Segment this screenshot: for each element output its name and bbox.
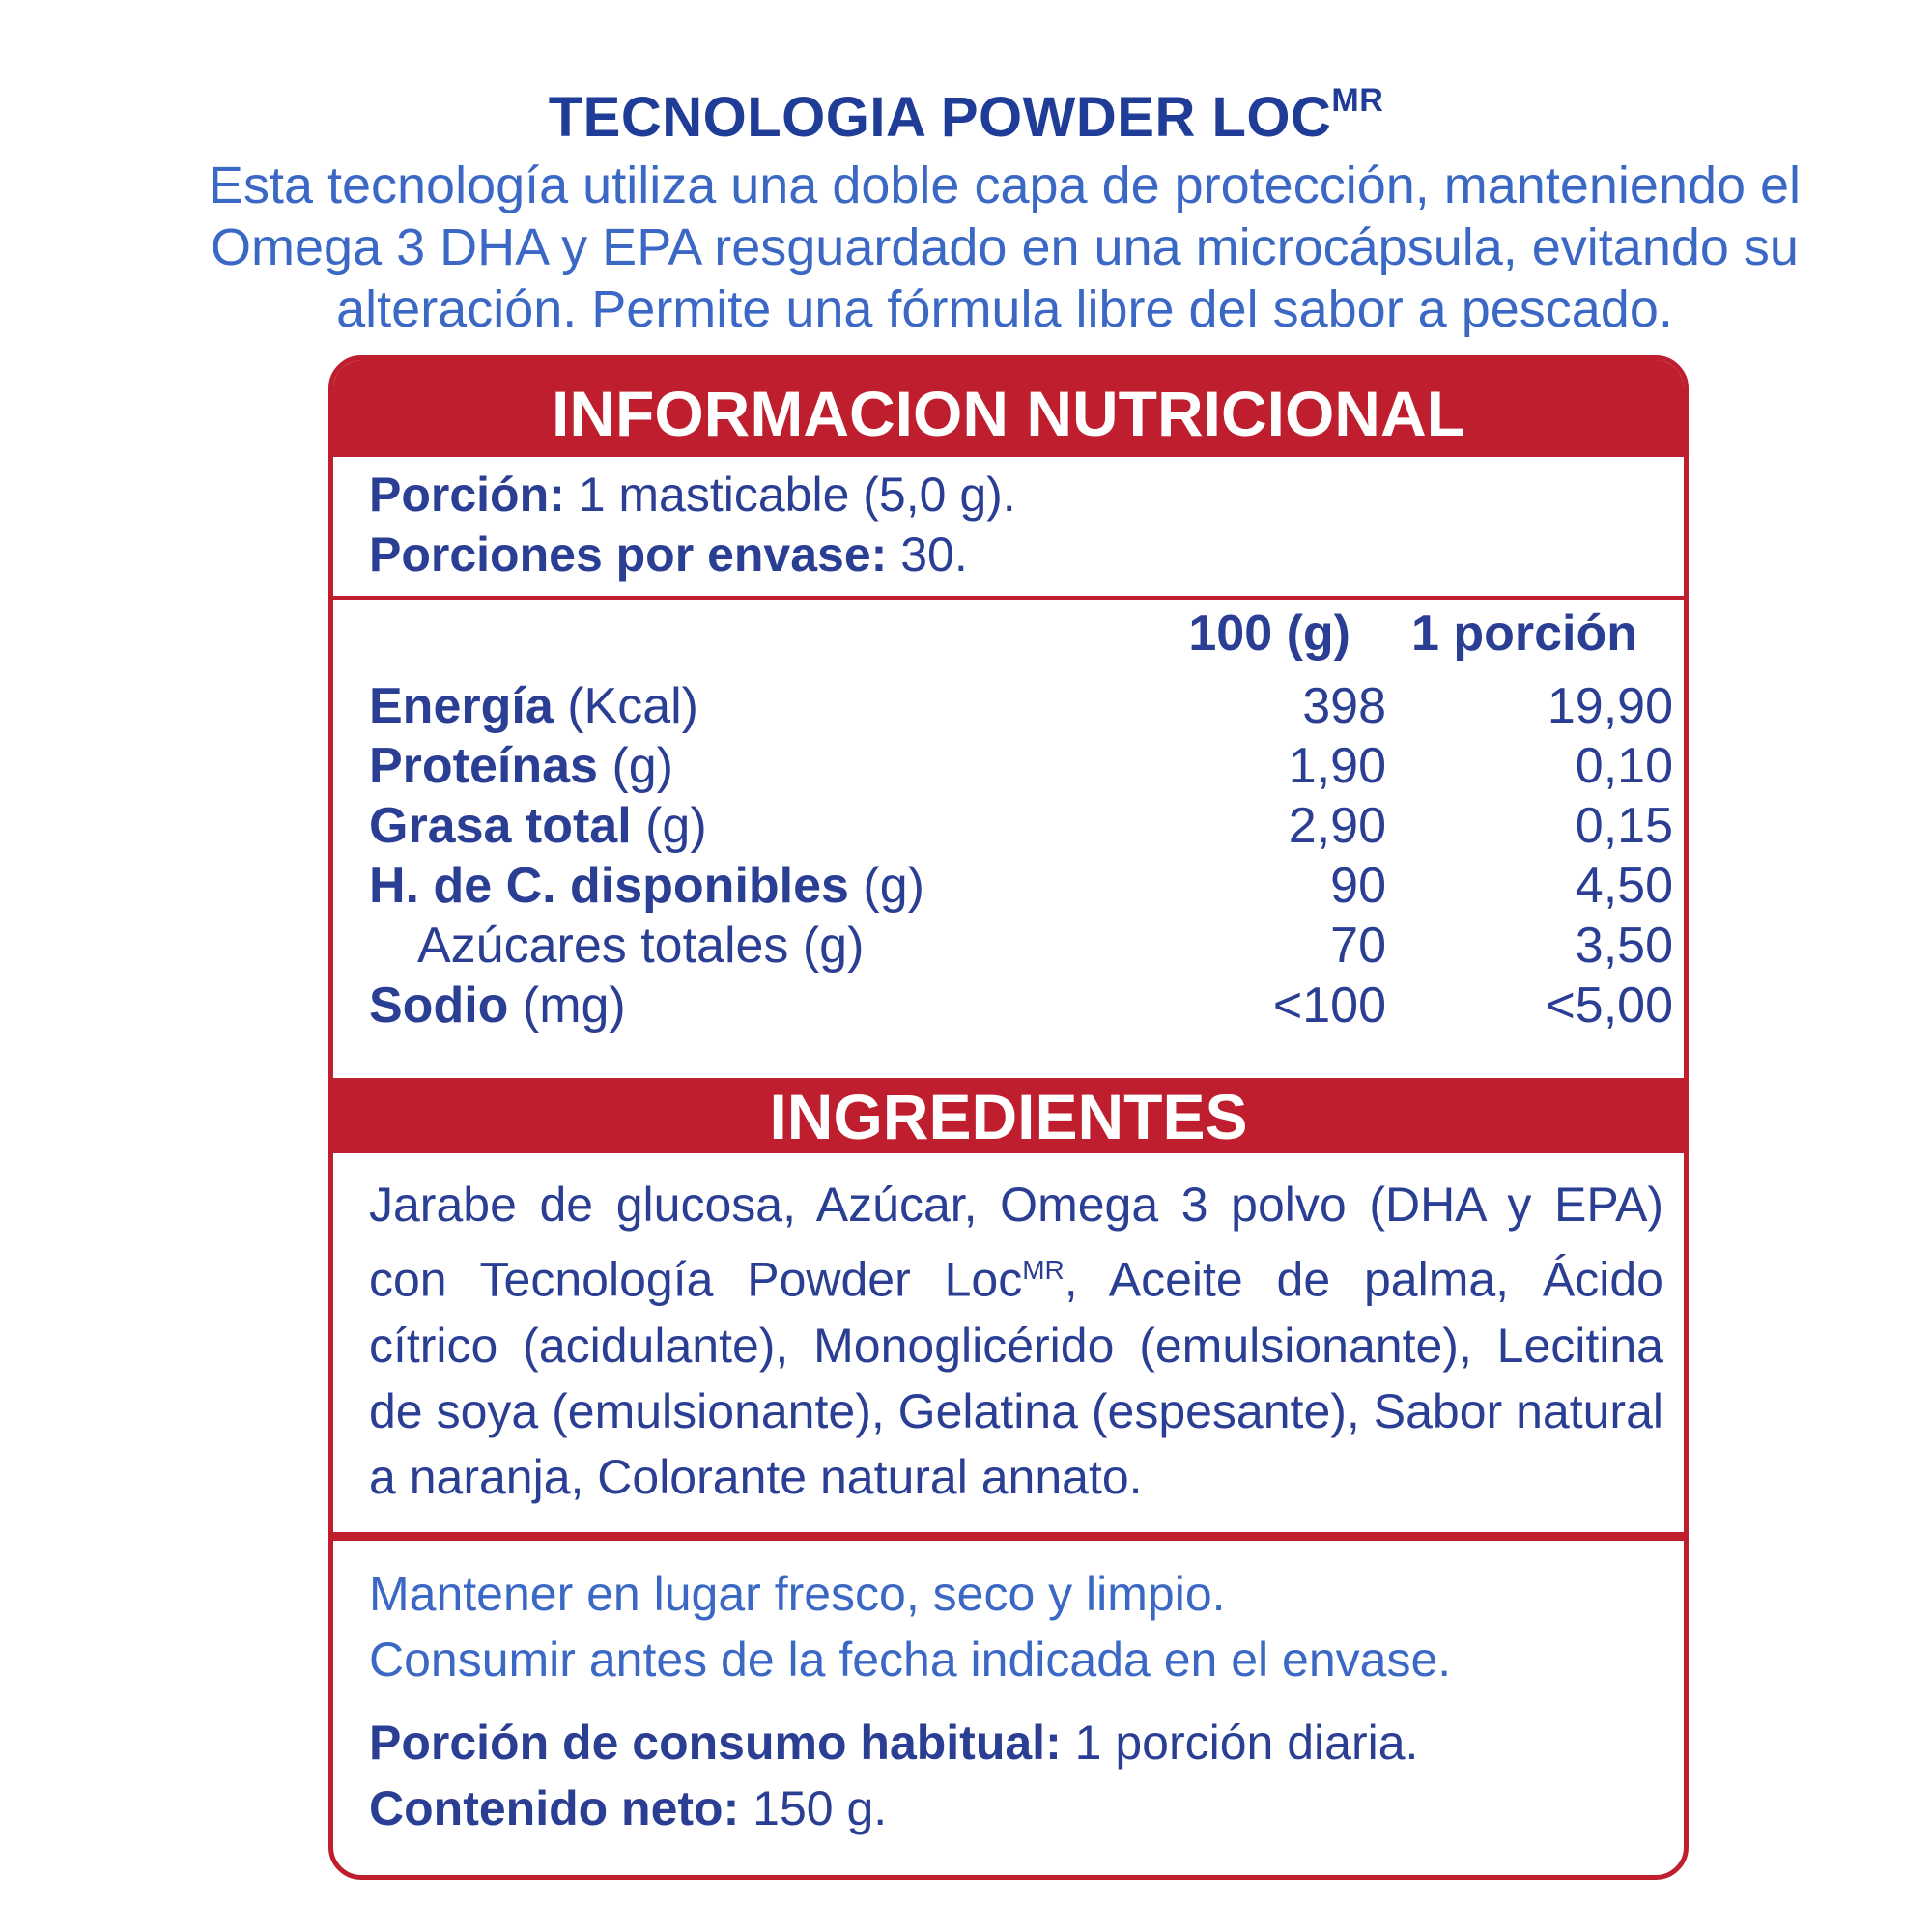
technology-title-sup: MR bbox=[1331, 81, 1384, 119]
value-portion: 0,10 bbox=[1575, 738, 1673, 794]
value-100g: 398 bbox=[1302, 678, 1386, 734]
habitual-portion-value: 1 porción diaria. bbox=[1074, 1716, 1419, 1770]
nutrition-header: INFORMACION NUTRICIONAL bbox=[333, 360, 1684, 457]
value-portion: 19,90 bbox=[1547, 678, 1673, 734]
nutrient-name: Azúcares totales (g) bbox=[417, 918, 865, 974]
extra-info bbox=[369, 1710, 1663, 1841]
portion-label: Porción: bbox=[369, 468, 565, 522]
table-row bbox=[369, 796, 1684, 856]
nutrient-unit: (g) bbox=[611, 738, 673, 794]
value-portion: 0,15 bbox=[1575, 798, 1673, 854]
ingredients-header: INGREDIENTES bbox=[333, 1078, 1684, 1153]
table-row bbox=[369, 736, 1684, 796]
ingredients-text-part2: , Aceite de palma, Ácido cítrico (acidulante), Monoglicérido (emulsionante), Lecitina de soya (emulsionante), Gelatina (espesante), Sabor natural a naranja, Colorante natural annato. bbox=[369, 1252, 1663, 1504]
divider-line bbox=[333, 596, 1684, 600]
nutrient-name bbox=[369, 976, 626, 1036]
nutrient-unit: (g) bbox=[863, 858, 924, 914]
nutrition-label-panel bbox=[328, 355, 1689, 1880]
value-100g: 70 bbox=[1330, 918, 1386, 974]
technology-title bbox=[0, 81, 1932, 150]
nutrient-label: Proteínas bbox=[369, 738, 598, 794]
net-content-value: 150 g. bbox=[753, 1781, 888, 1835]
nutrient-name bbox=[369, 856, 924, 916]
portion-info bbox=[369, 465, 1016, 584]
net-content-line bbox=[369, 1776, 1663, 1841]
portion-value: 1 masticable (5,0 g). bbox=[578, 468, 1016, 522]
divider-line-thick bbox=[333, 1532, 1684, 1541]
storage-line-2: Consumir antes de la fecha indicada en el envase. bbox=[369, 1633, 1452, 1687]
table-row bbox=[369, 916, 1684, 976]
storage-instructions bbox=[369, 1561, 1663, 1692]
habitual-portion-label: Porción de consumo habitual: bbox=[369, 1716, 1062, 1770]
ingredients-text-part1: Jarabe de glucosa, Azúcar, Omega 3 polvo (DHA y EPA) con Tecnología Powder Loc bbox=[369, 1178, 1663, 1307]
column-header-100g: 100 (g) bbox=[1188, 606, 1350, 662]
table-row bbox=[369, 676, 1684, 736]
value-portion: <5,00 bbox=[1546, 978, 1673, 1034]
nutrient-label: Grasa total bbox=[369, 798, 632, 854]
footer-info bbox=[369, 1561, 1663, 1841]
value-100g: 1,90 bbox=[1288, 738, 1386, 794]
habitual-portion-line bbox=[369, 1710, 1663, 1776]
nutrient-label: Energía bbox=[369, 678, 554, 734]
net-content-label: Contenido neto: bbox=[369, 1781, 740, 1835]
value-100g: <100 bbox=[1272, 978, 1386, 1034]
nutrient-name bbox=[369, 676, 698, 736]
technology-title-text: TECNOLOGIA POWDER LOC bbox=[548, 86, 1332, 149]
nutrient-label: H. de C. disponibles bbox=[369, 858, 849, 914]
servings-line bbox=[369, 525, 1016, 584]
nutrient-unit: (Kcal) bbox=[567, 678, 698, 734]
portion-line bbox=[369, 465, 1016, 525]
value-portion: 4,50 bbox=[1575, 858, 1673, 914]
value-portion: 3,50 bbox=[1575, 918, 1673, 974]
nutrient-name bbox=[369, 736, 673, 796]
nutrient-unit: (g) bbox=[645, 798, 707, 854]
value-100g: 90 bbox=[1330, 858, 1386, 914]
nutrient-label: Sodio bbox=[369, 978, 509, 1034]
value-100g: 2,90 bbox=[1288, 798, 1386, 854]
table-row bbox=[369, 976, 1684, 1036]
table-row bbox=[369, 856, 1684, 916]
ingredients-text bbox=[369, 1172, 1663, 1510]
nutrient-unit: (mg) bbox=[522, 978, 626, 1034]
servings-label: Porciones por envase: bbox=[369, 527, 888, 582]
technology-description: Esta tecnología utiliza una doble capa de protección, manteniendo el Omega 3 DHA y EPA resguardado en una microcápsula, evitando su alteración. Permite una fórmula libre del sabor a pescado. bbox=[208, 156, 1802, 338]
servings-value: 30. bbox=[900, 527, 968, 582]
storage-line-1: Mantener en lugar fresco, seco y limpio. bbox=[369, 1567, 1226, 1621]
column-header-portion: 1 porción bbox=[1410, 606, 1637, 662]
ingredients-sup: MR bbox=[1022, 1255, 1065, 1285]
nutrient-name bbox=[369, 796, 707, 856]
